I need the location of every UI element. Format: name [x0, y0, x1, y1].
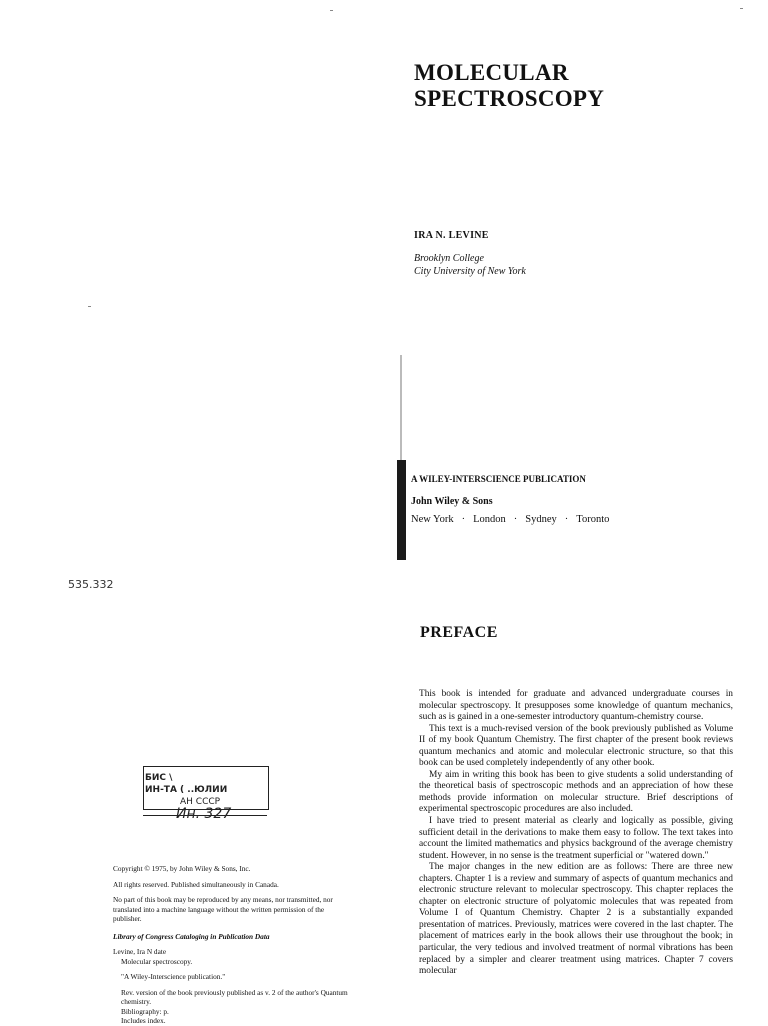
preface-paragraph: I have tried to present material as clearly and logically as possible, giving sufficient detail in the derivations to make them easy to follow. The text takes into account the limited mathematics and physics background of the average chemistry student. However, in no sense is the treatment superficial or "watered down.": [419, 816, 733, 861]
city-separator: ·: [564, 514, 569, 525]
scan-speck: [740, 8, 743, 9]
affiliation-line-2: City University of New York: [414, 266, 526, 277]
author-affiliation: [414, 252, 526, 278]
title-line-1: MOLECULAR: [414, 60, 569, 85]
preface-paragraph: This text is a much-revised version of the book previously published as Volume II of my book Quantum Chemistry. The first chapter of the present book reviews quantum mechanics and atomic and molecular electronic structure, so that this book can be used completely independently of any other book.: [419, 723, 733, 769]
title-line-2: SPECTROSCOPY: [414, 86, 605, 111]
book-title: [414, 60, 604, 112]
preface-paragraph: My aim in writing this book has been to give students a solid understanding of the theoretical basis of spectroscopic methods and an appreciation of how these methods provide information on molecular structure. Brief descriptions of experimental spectroscopic procedures are also included.: [419, 769, 733, 815]
city-toronto: Toronto: [576, 514, 610, 525]
binding-shadow: [400, 355, 402, 460]
preface-text: [419, 689, 733, 978]
publisher-name: John Wiley & Sons: [411, 496, 493, 507]
city-new-york: New York: [411, 514, 454, 525]
city-sydney: Sydney: [525, 514, 557, 525]
publisher-cities: [411, 514, 613, 525]
stamp-line-2: ИН-ТА ( ..ЮЛИИ: [145, 785, 228, 795]
lcc-entry: Levine, Ira N date: [113, 947, 167, 956]
copyright-block: [113, 864, 353, 1026]
scan-speck: [88, 306, 91, 307]
publication-imprint: A WILEY-INTERSCIENCE PUBLICATION: [411, 474, 586, 484]
lcc-title: Molecular spectroscopy.: [121, 956, 193, 966]
binding-edge: [397, 460, 406, 560]
affiliation-line-1: Brooklyn College: [414, 253, 484, 264]
author-name: IRA N. LEVINE: [414, 230, 489, 241]
preface-paragraph: This book is intended for graduate and advanced undergraduate courses in molecular spectroscopy. It presupposes some knowledge of quantum mechanics, such as is gained in a one-semester introductory quantum-chemistry course.: [419, 689, 733, 723]
stamp-number: Ин. 327: [176, 806, 232, 822]
lcc-bibliography: Bibliography: p.: [121, 1006, 169, 1016]
rights-line: All rights reserved. Published simultaneously in Canada.: [113, 879, 279, 889]
lcc-heading: Library of Congress Cataloging in Publication Data: [113, 931, 270, 941]
city-separator: ·: [461, 514, 466, 525]
scan-speck: [330, 10, 333, 11]
lcc-index: Includes index.: [121, 1016, 166, 1025]
stamp-line-3: АН СССР: [180, 797, 221, 807]
city-separator: ·: [513, 514, 518, 525]
preface-heading: PREFACE: [420, 624, 498, 641]
stamp-line-1: БИС \: [145, 773, 173, 783]
reproduction-notice: No part of this book may be reproduced by any means, nor transmitted, nor translated into a machine language without the written permission of the publisher.: [113, 895, 333, 923]
call-number: 535.332: [68, 578, 114, 591]
stamp-underline: [143, 815, 267, 816]
lcc-series: "A Wiley-Interscience publication.": [121, 972, 226, 981]
lcc-revision: Rev. version of the book previously published as v. 2 of the author's Quantum chemistry.: [121, 987, 348, 1006]
preface-paragraph: The major changes in the new edition are as follows: There are three new chapters. Chapter 1 is a review and summary of aspects of quantum mechanics and electronic structure relevant to molecular spectroscopy. This chapter replaces the chapter on electronic structure of polyatomic molecules that was repeated from Volume I of Quantum Chemistry. Chapter 2 is a substantially expanded presentation of matrices. Previously, matrices were covered in the last chapter. The placement of matrices early in the book allows their use throughout the book; in particular, the very tedious and involved treatment of normal vibrations has been replaced by a simpler and clearer treatment using matrices. Chapter 7 covers molecular: [419, 862, 733, 977]
city-london: London: [473, 514, 506, 525]
copyright-line: Copyright © 1975, by John Wiley & Sons, Inc.: [113, 864, 251, 873]
